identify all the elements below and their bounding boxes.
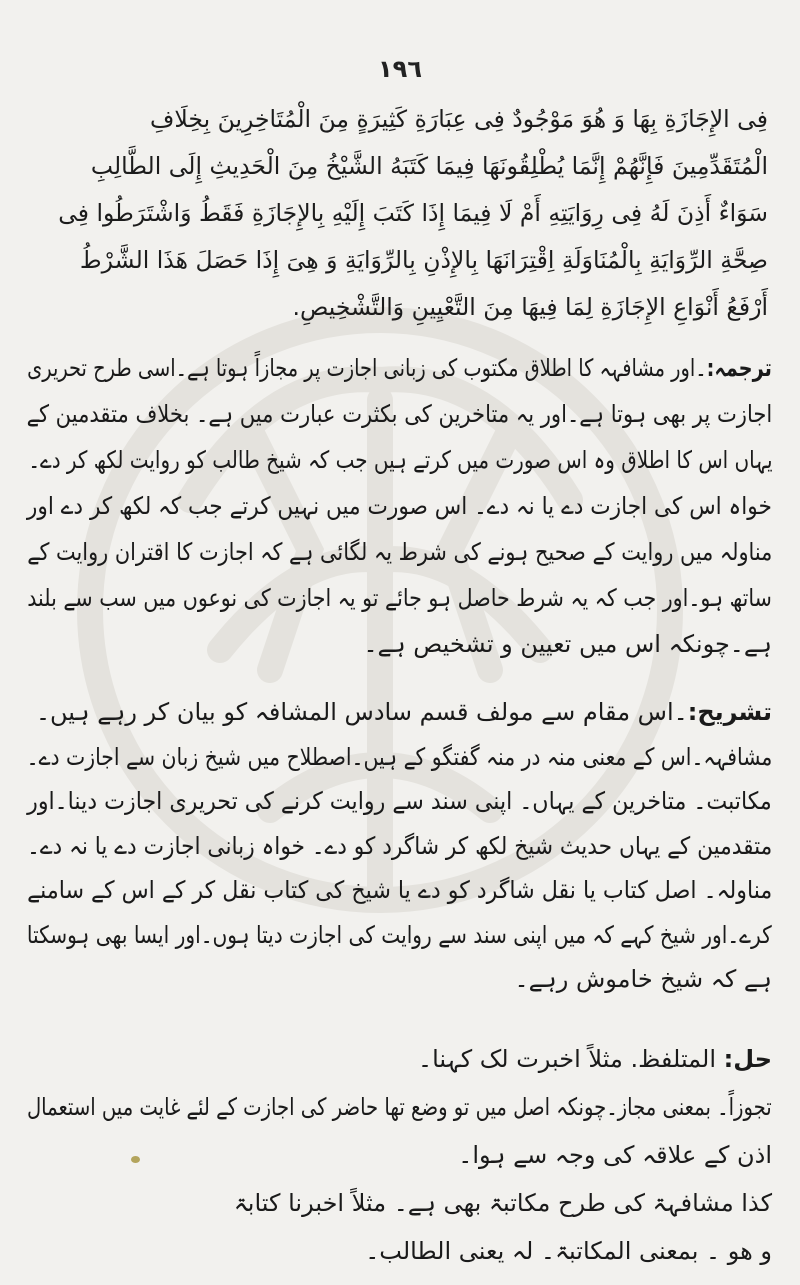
arabic-line: فِى الإِجَازَةِ بِهَا وَ هُوَ مَوْجُودٌ فِى عِبَارَةِ كَثِيرَةٍ مِنَ الْمُتَاخِرِينَ بِخِلَافِ	[150, 105, 768, 133]
explanation-line: متقدمین کے یہاں حدیث شیخ لکھ کر شاگرد کو دے۔ خواہ زبانی اجازت دے یا نہ دے۔	[26, 831, 772, 860]
solution-section	[27, 1035, 772, 1275]
translation-section	[27, 345, 772, 667]
translation-line: یہاں اس کا اطلاق وہ اس صورت میں کرتے ہیں جب کہ شیخ طالب کو روایت لکھ کر دے۔	[27, 446, 772, 474]
explanation-line: مکاتبت۔ متاخرین کے یہاں۔ اپنی سند سے روایت کرنے کی تحریری اجازت دینا۔اور	[27, 787, 772, 815]
arabic-line: صِحَّةِ الرِّوَايَةِ بِالْمُنَاوَلَةِ اِقْتِرَانَهَا بِالإِذْنِ بِالرِّوَايَةِ وَ هِىَ إِذَا حَصَلَ هَذَا الشَّرْطُ	[79, 246, 768, 274]
translation-line: خواہ اس کی اجازت دے یا نہ دے۔ اس صورت میں نہیں کرتے جب کہ لکھ کر دے اور	[27, 492, 772, 520]
solution-line: تجوزاً۔ بمعنی مجاز۔چونکہ اصل میں تو وضع تھا حاضر کی اجازت کے لئے غایت میں استعمال	[27, 1093, 772, 1121]
page-number: ١٩٦	[378, 55, 422, 83]
explanation-lead: تشریح:	[687, 698, 772, 726]
arabic-text-block	[28, 96, 768, 331]
arabic-line: سَوَاءٌ أَذِنَ لَهُ فِى رِوَايَتِهِ أَمْ لَا فِيمَا إِذَا كَتَبَ إِلَيْهِ بِالإِجَازَةِ فَقَطُ وَاشْتَرَطُوا فِى	[58, 199, 768, 227]
solution-line: اذن کے علاقہ کی وجہ سے ہوا۔	[458, 1141, 772, 1169]
explanation-line: مشافہہ۔اس کے معنی منہ در منہ گفتگو کے ہیں۔اصطلاح میں شیخ زبان سے اجازت دے۔	[26, 742, 772, 771]
translation-line: اجازت پر بھی ہوتا ہے۔اور یہ متاخرین کی بکثرت عبارت میں ہے۔ بخلاف متقدمین کے	[26, 400, 772, 428]
solution-line: و ھو ۔ بمعنی المکاتبۃ۔ لہ یعنی الطالب۔	[365, 1237, 772, 1265]
arabic-line: أَرْفَعُ أَنْوَاعِ الإِجَازَةِ لِمَا فِيهَا مِنَ التَّعْيِينِ وَالتَّشْخِيصِ.	[292, 293, 768, 321]
arabic-line: الْمُتَقَدِّمِينَ فَإِنَّهُمْ إِنَّمَا يُطْلِقُونَهَا فِيمَا كَتَبَهُ الشَّيْخُ مِنَ الْحَدِيثِ إِلَى الطَّالِبِ	[90, 152, 768, 180]
explanation-section	[27, 690, 772, 1002]
explanation-line: ہے کہ شیخ خاموش رہے۔	[514, 965, 772, 993]
translation-line: ترجمہ:۔اور مشافہہ کا اطلاق مکتوب کی زبانی اجازت پر مجازاً ہوتا ہے۔اسی طرح تحریری	[27, 354, 772, 382]
explanation-line: کرے۔اور شیخ کہے کہ میں اپنی سند سے روایت کی اجازت دیتا ہوں۔اور ایسا بھی ہوسکتا	[27, 920, 772, 949]
translation-line: ہے۔چونکہ اس میں تعیین و تشخیص ہے۔	[363, 630, 772, 658]
solution-line: کذا مشافہۃ کی طرح مکاتبۃ بھی ہے۔ مثلاً اخبرنا کتابۃ	[233, 1189, 772, 1217]
translation-line: ساتھ ہو۔اور جب کہ یہ شرط حاصل ہو جائے تو یہ اجازت کی نوعوں میں سب سے بلند	[27, 584, 772, 612]
paper-stain	[131, 1156, 140, 1163]
explanation-line: تشریح:۔اس مقام سے مولف قسم سادس المشافہ کو بیان کر رہے ہیں۔	[35, 698, 772, 726]
translation-line: مناولہ میں روایت کے صحیح ہونے کی شرط یہ لگائی ہے کہ اجازت کا اقتران روایت کے	[26, 538, 772, 566]
translation-lead: ترجمہ:	[706, 354, 772, 382]
explanation-line: مناولہ۔ اصل کتاب یا نقل شاگرد کو دے یا شیخ کی کتاب نقل کر کے اس کے سامنے	[26, 876, 772, 904]
solution-line: حل: المتلفظ. مثلاً اخبرت لک کہنا۔	[418, 1045, 772, 1073]
solution-lead: حل:	[723, 1045, 772, 1073]
